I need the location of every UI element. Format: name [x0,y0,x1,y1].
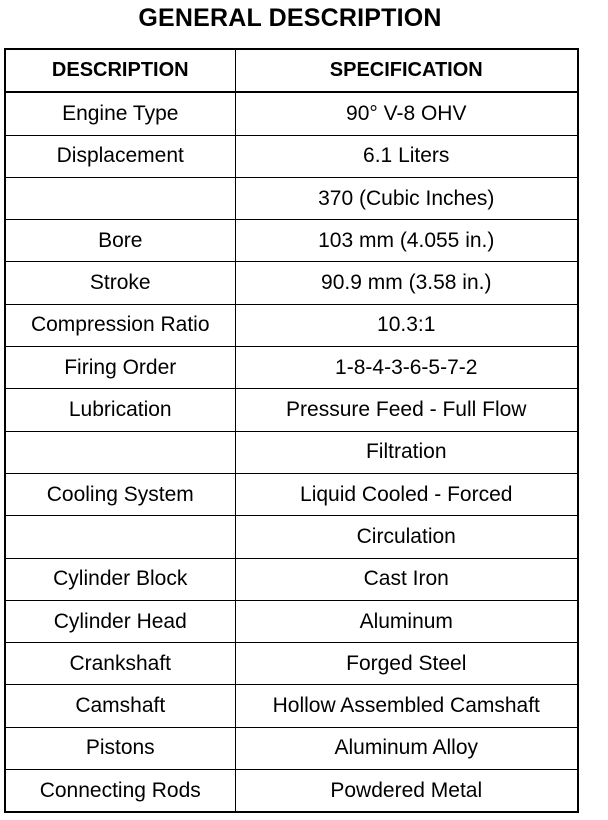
table-row [5,643,578,685]
table-row [5,92,578,135]
description-cell: Connecting Rods [5,770,235,813]
description-cell: Bore [5,220,235,262]
description-cell: Camshaft [5,685,235,727]
description-cell: Engine Type [5,92,235,135]
column-header-description: DESCRIPTION [5,49,235,92]
specification-cell: 370 (Cubic Inches) [235,177,578,219]
description-cell: Cylinder Block [5,558,235,600]
table-row [5,347,578,389]
specification-cell: Pressure Feed - Full Flow [235,389,578,431]
description-cell: Cylinder Head [5,600,235,642]
specification-cell: Aluminum [235,600,578,642]
specification-cell: 103 mm (4.055 in.) [235,220,578,262]
table-row [5,177,578,219]
description-cell: Compression Ratio [5,304,235,346]
description-cell: Stroke [5,262,235,304]
specification-cell: Forged Steel [235,643,578,685]
specification-cell: 90° V-8 OHV [235,92,578,135]
specification-cell: Aluminum Alloy [235,727,578,769]
description-cell [5,431,235,473]
specification-cell: Circulation [235,516,578,558]
specification-cell: 1-8-4-3-6-5-7-2 [235,347,578,389]
description-cell: Lubrication [5,389,235,431]
table-row [5,220,578,262]
table-row [5,727,578,769]
specification-cell: 10.3:1 [235,304,578,346]
description-cell: Crankshaft [5,643,235,685]
column-header-specification: SPECIFICATION [235,49,578,92]
description-cell: Cooling System [5,473,235,515]
specification-cell: Hollow Assembled Camshaft [235,685,578,727]
specification-cell: 90.9 mm (3.58 in.) [235,262,578,304]
specification-cell: Filtration [235,431,578,473]
table-row [5,389,578,431]
table-row [5,685,578,727]
specification-cell: Cast Iron [235,558,578,600]
page-title: GENERAL DESCRIPTION [138,4,442,32]
table-row [5,473,578,515]
table-row [5,431,578,473]
table-row [5,304,578,346]
description-cell [5,516,235,558]
table-row [5,600,578,642]
specification-cell: Powdered Metal [235,770,578,813]
table-row [5,516,578,558]
table-row [5,135,578,177]
description-cell: Firing Order [5,347,235,389]
table-row [5,770,578,813]
table-row [5,262,578,304]
description-cell: Pistons [5,727,235,769]
table-header-row [5,49,578,92]
specification-cell: 6.1 Liters [235,135,578,177]
description-cell [5,177,235,219]
specification-cell: Liquid Cooled - Forced [235,473,578,515]
specification-table [4,48,579,813]
description-cell: Displacement [5,135,235,177]
table-row [5,558,578,600]
